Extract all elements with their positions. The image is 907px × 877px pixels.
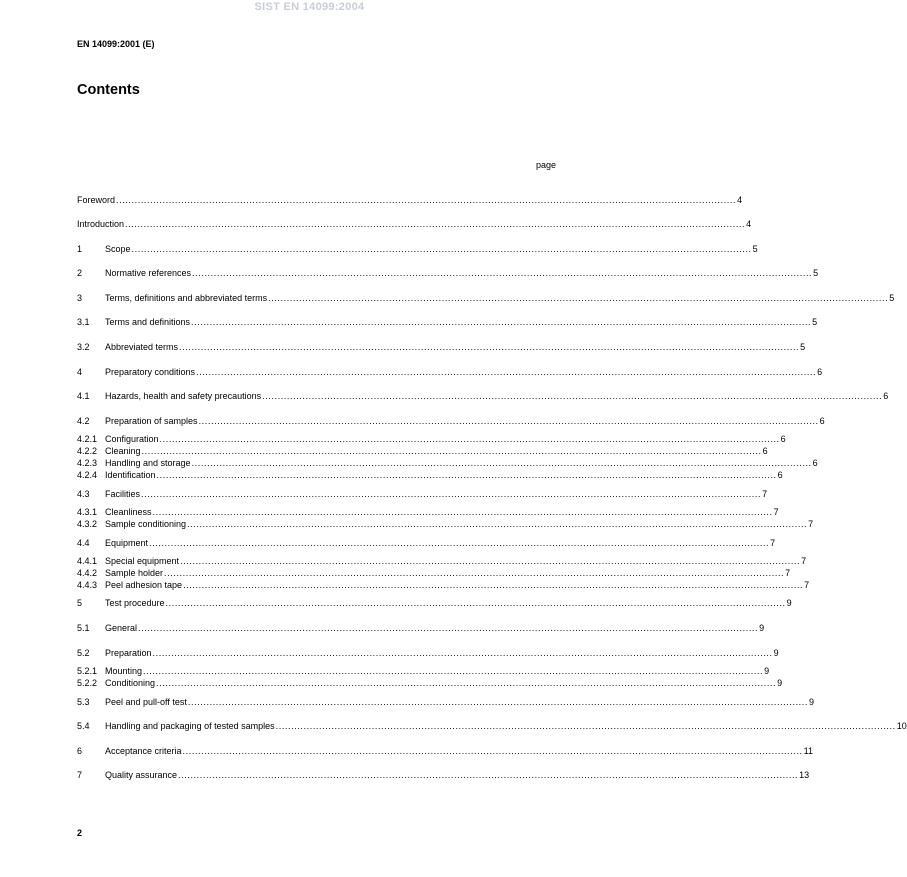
toc-entry[interactable] <box>77 665 770 677</box>
toc-leader-dots: ........................................................................................................................................................................................................ <box>149 538 770 548</box>
toc-entry-number: 4.3.1 <box>77 507 98 517</box>
page-title: Contents <box>77 82 140 98</box>
toc-entry[interactable] <box>77 647 779 659</box>
toc-entry-label: Equipment <box>105 538 149 548</box>
toc-leader-dots: ........................................................................................................................................................................................................ <box>178 770 799 780</box>
toc-entry-page: 6 <box>817 367 823 377</box>
toc-entry-number: 4.2.4 <box>77 470 98 480</box>
toc-leader-dots: ........................................................................................................................................................................................................ <box>179 342 800 352</box>
toc-entry-label: Terms and definitions <box>105 317 191 327</box>
toc-entry-number: 5 <box>77 598 83 608</box>
toc-entry-label: Peel adhesion tape <box>105 580 183 590</box>
toc-entry-number: 4.2.2 <box>77 446 98 456</box>
toc-leader-dots: ........................................................................................................................................................................................................ <box>182 746 803 756</box>
toc-entry[interactable] <box>77 622 765 634</box>
toc-entry-page: 6 <box>777 470 783 480</box>
toc-entry-label: Handling and packaging of tested samples <box>105 721 275 731</box>
toc-entry[interactable] <box>77 316 818 328</box>
toc-entry-label: Introduction <box>77 219 125 229</box>
toc-entry-label: Cleaning <box>105 446 141 456</box>
toc-entry-page: 6 <box>762 446 768 456</box>
toc-entry-page: 13 <box>799 770 810 780</box>
toc-entry-number: 5.3 <box>77 697 90 707</box>
toc-entry-page: 9 <box>786 598 792 608</box>
toc-entry-number: 3.1 <box>77 317 90 327</box>
toc-entry-number: 6 <box>77 746 83 756</box>
toc-entry[interactable] <box>77 390 889 402</box>
toc-entry-label: Cleanliness <box>105 507 152 517</box>
toc-entry[interactable] <box>77 696 815 708</box>
toc-entry[interactable] <box>77 415 825 427</box>
toc-leader-dots: ........................................................................................................................................................................................................ <box>116 195 737 205</box>
toc-entry-label: Acceptance criteria <box>105 746 182 756</box>
toc-entry-number: 4.3.2 <box>77 519 98 529</box>
toc-entry-label: Foreword <box>77 195 116 205</box>
toc-leader-dots: ........................................................................................................................................................................................................ <box>131 244 752 254</box>
toc-entry[interactable] <box>77 433 786 445</box>
toc-entry-number: 7 <box>77 770 83 780</box>
toc-entry-number: 4.4 <box>77 538 90 548</box>
toc-entry-page: 5 <box>889 293 895 303</box>
toc-entry-number: 4.2 <box>77 416 90 426</box>
toc-leader-dots: ........................................................................................................................................................................................................ <box>164 568 785 578</box>
toc-entry-label: Conditioning <box>105 678 156 688</box>
toc-entry-label: Scope <box>105 244 131 254</box>
toc-entry[interactable] <box>77 445 768 457</box>
toc-entry-page: 10 <box>896 721 907 731</box>
toc-entry-page: 9 <box>777 678 783 688</box>
toc-entry-number: 1 <box>77 244 83 254</box>
toc-leader-dots: ........................................................................................................................................................................................................ <box>192 268 813 278</box>
toc-entry-page: 7 <box>801 556 807 566</box>
document-id: EN 14099:2001 (E) <box>77 39 155 49</box>
toc-entry-page: 7 <box>762 489 768 499</box>
toc-leader-dots: ........................................................................................................................................................................................................ <box>143 666 764 676</box>
toc-entry-label: Configuration <box>105 434 159 444</box>
toc-entry-label: Abbreviated terms <box>105 342 179 352</box>
toc-entry[interactable] <box>77 518 814 530</box>
toc-leader-dots: ........................................................................................................................................................................................................ <box>191 458 812 468</box>
toc-entry-number: 4 <box>77 367 83 377</box>
toc-entry-label: Peel and pull-off test <box>105 697 187 707</box>
toc-entry-label: Mounting <box>105 666 143 676</box>
toc-entry-page: 5 <box>800 342 806 352</box>
toc-entry[interactable] <box>77 194 743 206</box>
toc-entry-number: 4.1 <box>77 391 90 401</box>
watermark: SIST EN 14099:2004 <box>254 1 365 13</box>
toc-leader-dots: ........................................................................................................................................................................................................ <box>262 391 883 401</box>
toc-entry-page: 7 <box>785 568 791 578</box>
toc-entry-page: 5 <box>813 268 819 278</box>
toc-entry-number: 4.2.3 <box>77 458 98 468</box>
toc-entry-number: 4.3 <box>77 489 90 499</box>
toc-entry-page: 4 <box>737 195 743 205</box>
toc-entry[interactable] <box>77 567 791 579</box>
toc-entry-number: 3.2 <box>77 342 90 352</box>
toc-entry[interactable] <box>77 341 806 353</box>
toc-entry-page: 6 <box>812 458 818 468</box>
toc-entry[interactable] <box>77 745 813 757</box>
toc-entry-page: 7 <box>808 519 814 529</box>
toc-leader-dots: ........................................................................................................................................................................................................ <box>268 293 889 303</box>
toc-entry-label: Identification <box>105 470 156 480</box>
toc-leader-dots: ........................................................................................................................................................................................................ <box>152 507 773 517</box>
toc-entry-label: Preparation <box>105 648 152 658</box>
toc-entry-page: 9 <box>773 648 779 658</box>
toc-entry-page: 4 <box>746 219 752 229</box>
toc-entry[interactable] <box>77 243 758 255</box>
toc-entry-label: Sample holder <box>105 568 164 578</box>
toc-entry-label: Special equipment <box>105 556 180 566</box>
toc-entry-label: Handling and storage <box>105 458 191 468</box>
toc-entry-number: 3 <box>77 293 83 303</box>
toc-entry-number: 4.4.1 <box>77 556 98 566</box>
toc-entry[interactable] <box>77 769 810 781</box>
toc-entry-label: Sample conditioning <box>105 519 187 529</box>
toc-entry-page: 9 <box>764 666 770 676</box>
toc-entry-page: 6 <box>780 434 786 444</box>
toc-entry[interactable] <box>77 506 779 518</box>
toc-leader-dots: ........................................................................................................................................................................................................ <box>141 446 762 456</box>
toc-leader-dots: ........................................................................................................................................................................................................ <box>196 367 817 377</box>
toc-entry-label: Hazards, health and safety precautions <box>105 391 262 401</box>
toc-entry-page: 5 <box>752 244 758 254</box>
toc-entry-label: Normative references <box>105 268 192 278</box>
toc-entry-page: 5 <box>812 317 818 327</box>
toc-entry-page: 7 <box>773 507 779 517</box>
toc-entry-label: Preparation of samples <box>105 416 198 426</box>
toc-entry-number: 5.2 <box>77 648 90 658</box>
toc-leader-dots: ........................................................................................................................................................................................................ <box>275 721 896 731</box>
toc-leader-dots: ........................................................................................................................................................................................................ <box>156 678 777 688</box>
toc-entry-number: 5.2.1 <box>77 666 98 676</box>
toc-entry[interactable] <box>77 555 807 567</box>
toc-entry[interactable] <box>77 366 823 378</box>
toc-entry-label: Terms, definitions and abbreviated terms <box>105 293 268 303</box>
toc-entry[interactable] <box>77 579 810 591</box>
toc-entry[interactable] <box>77 292 895 304</box>
toc-entry-number: 4.2.1 <box>77 434 98 444</box>
toc-leader-dots: ........................................................................................................................................................................................................ <box>141 489 762 499</box>
toc-entry[interactable] <box>77 677 783 689</box>
toc-entry[interactable] <box>77 537 776 549</box>
toc-entry-number: 4.4.3 <box>77 580 98 590</box>
toc-leader-dots: ........................................................................................................................................................................................................ <box>180 556 801 566</box>
toc-entry-number: 5.4 <box>77 721 90 731</box>
toc-entry-number: 2 <box>77 268 83 278</box>
toc-leader-dots: ........................................................................................................................................................................................................ <box>183 580 804 590</box>
toc-leader-dots: ........................................................................................................................................................................................................ <box>159 434 780 444</box>
toc-leader-dots: ........................................................................................................................................................................................................ <box>187 519 808 529</box>
toc-entry-page: 7 <box>804 580 810 590</box>
toc-entry[interactable] <box>77 267 819 279</box>
toc-entry-page: 9 <box>809 697 815 707</box>
toc-entry-page: 11 <box>803 746 813 756</box>
toc-entry[interactable] <box>77 597 792 609</box>
toc-entry-label: General <box>105 623 138 633</box>
toc-entry-page: 7 <box>770 538 776 548</box>
toc-entry-label: Preparatory conditions <box>105 367 196 377</box>
toc-leader-dots: ........................................................................................................................................................................................................ <box>156 470 777 480</box>
footer-page-number: 2 <box>77 828 83 838</box>
toc-entry[interactable] <box>77 488 768 500</box>
page-column-header: page <box>535 160 556 170</box>
toc-entry-number: 5.1 <box>77 623 90 633</box>
toc-leader-dots: ........................................................................................................................................................................................................ <box>198 416 819 426</box>
toc-leader-dots: ........................................................................................................................................................................................................ <box>187 697 808 707</box>
toc-leader-dots: ........................................................................................................................................................................................................ <box>191 317 812 327</box>
toc-entry-page: 6 <box>819 416 825 426</box>
toc-entry-page: 6 <box>883 391 889 401</box>
toc-leader-dots: ........................................................................................................................................................................................................ <box>138 623 759 633</box>
toc-entry[interactable] <box>77 457 818 469</box>
toc-entry-number: 4.4.2 <box>77 568 98 578</box>
toc-leader-dots: ........................................................................................................................................................................................................ <box>165 598 786 608</box>
toc-entry[interactable] <box>77 469 783 481</box>
toc-entry-number: 5.2.2 <box>77 678 98 688</box>
toc-entry-label: Test procedure <box>105 598 165 608</box>
toc-entry-label: Facilities <box>105 489 141 499</box>
toc-entry-label: Quality assurance <box>105 770 178 780</box>
toc-leader-dots: ........................................................................................................................................................................................................ <box>152 648 773 658</box>
toc-entry[interactable] <box>77 720 907 732</box>
toc-entry-page: 9 <box>759 623 765 633</box>
toc-leader-dots: ........................................................................................................................................................................................................ <box>125 219 746 229</box>
toc-entry[interactable] <box>77 218 752 230</box>
